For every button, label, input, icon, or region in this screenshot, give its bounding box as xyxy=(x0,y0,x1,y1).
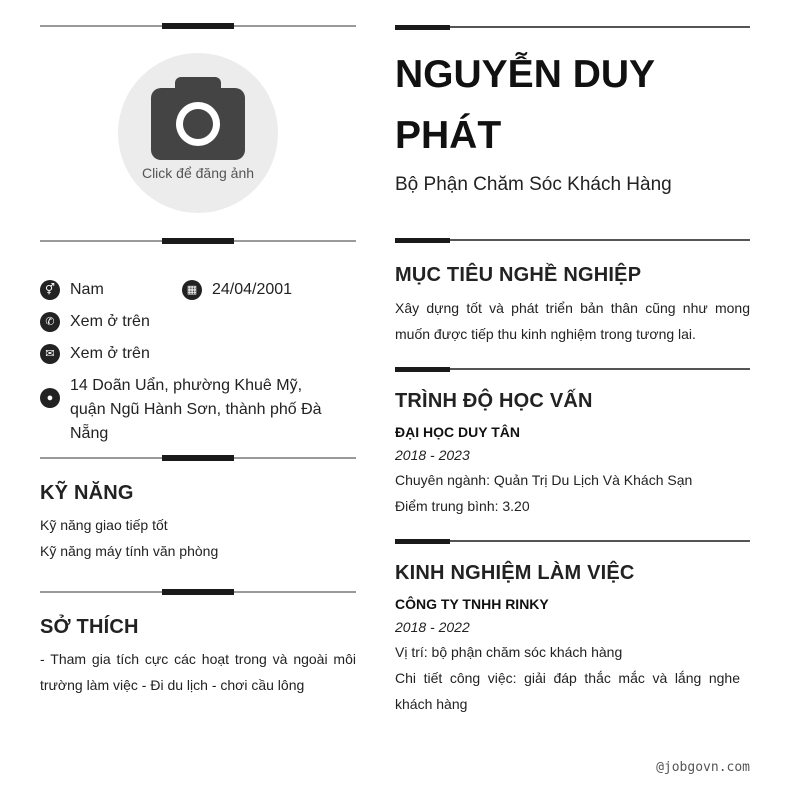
email-value: Xem ở trên xyxy=(70,345,150,362)
divider xyxy=(40,236,356,246)
divider xyxy=(40,587,356,597)
objective-title: MỤC TIÊU NGHỀ NGHIỆP xyxy=(395,264,642,286)
gender-icon: ⚥ xyxy=(40,280,60,300)
skill-item: Kỹ năng giao tiếp tốt xyxy=(40,517,168,533)
company-name: CÔNG TY TNHH RINKY xyxy=(395,596,549,612)
experience-title: KINH NGHIỆM LÀM VIỆC xyxy=(395,562,635,584)
camera-lens-icon xyxy=(176,102,220,146)
calendar-icon: ▦ xyxy=(182,280,202,300)
watermark: @jobgovn.com xyxy=(656,760,750,775)
experience-role: Vị trí: bộ phận chăm sóc khách hàng xyxy=(395,644,623,660)
address-value: 14 Doãn Uẩn, phường Khuê Mỹ, quận Ngũ Hành Sơn, thành phố Đà Nẵng xyxy=(70,377,322,442)
education-major: Chuyên ngành: Quản Trị Du Lịch Và Khách Sạn xyxy=(395,472,693,488)
location-icon: ● xyxy=(40,388,60,408)
education-gpa: Điểm trung bình: 3.20 xyxy=(395,498,530,514)
email-icon: ✉ xyxy=(40,344,60,364)
divider xyxy=(395,364,750,374)
avatar-label: Click để đăng ảnh xyxy=(141,165,255,181)
experience-details: Chi tiết công việc: giải đáp thắc mắc và lắng nghe khách hàng xyxy=(395,670,740,712)
divider xyxy=(395,235,750,245)
education-period: 2018 - 2023 xyxy=(395,447,470,463)
divider xyxy=(40,21,356,31)
skill-item: Kỹ năng máy tính văn phòng xyxy=(40,543,219,559)
avatar-upload[interactable] xyxy=(118,53,278,213)
divider xyxy=(395,22,750,32)
candidate-name: NGUYỄN DUY PHÁT xyxy=(395,53,655,157)
hobbies-text: - Tham gia tích cực các hoạt trong và ngoài môi trường làm việc - Đi du lịch - chơi cầu lông xyxy=(40,651,356,693)
divider xyxy=(40,453,356,463)
divider xyxy=(395,536,750,546)
birthday-value: 24/04/2001 xyxy=(212,281,293,298)
hobbies-title: SỞ THÍCH xyxy=(40,616,139,638)
phone-icon: ✆ xyxy=(40,312,60,332)
gender-value: Nam xyxy=(70,281,104,298)
skills-title: KỸ NĂNG xyxy=(40,482,134,504)
objective-text: Xây dựng tốt và phát triển bản thân cũng như mong muốn được tiếp thu kinh nghiệm trong tương lai. xyxy=(395,300,750,342)
experience-period: 2018 - 2022 xyxy=(395,619,470,635)
phone-value: Xem ở trên xyxy=(70,313,150,330)
candidate-position: Bộ Phận Chăm Sóc Khách Hàng xyxy=(395,174,672,195)
education-title: TRÌNH ĐỘ HỌC VẤN xyxy=(395,390,593,412)
school-name: ĐẠI HỌC DUY TÂN xyxy=(395,424,520,440)
